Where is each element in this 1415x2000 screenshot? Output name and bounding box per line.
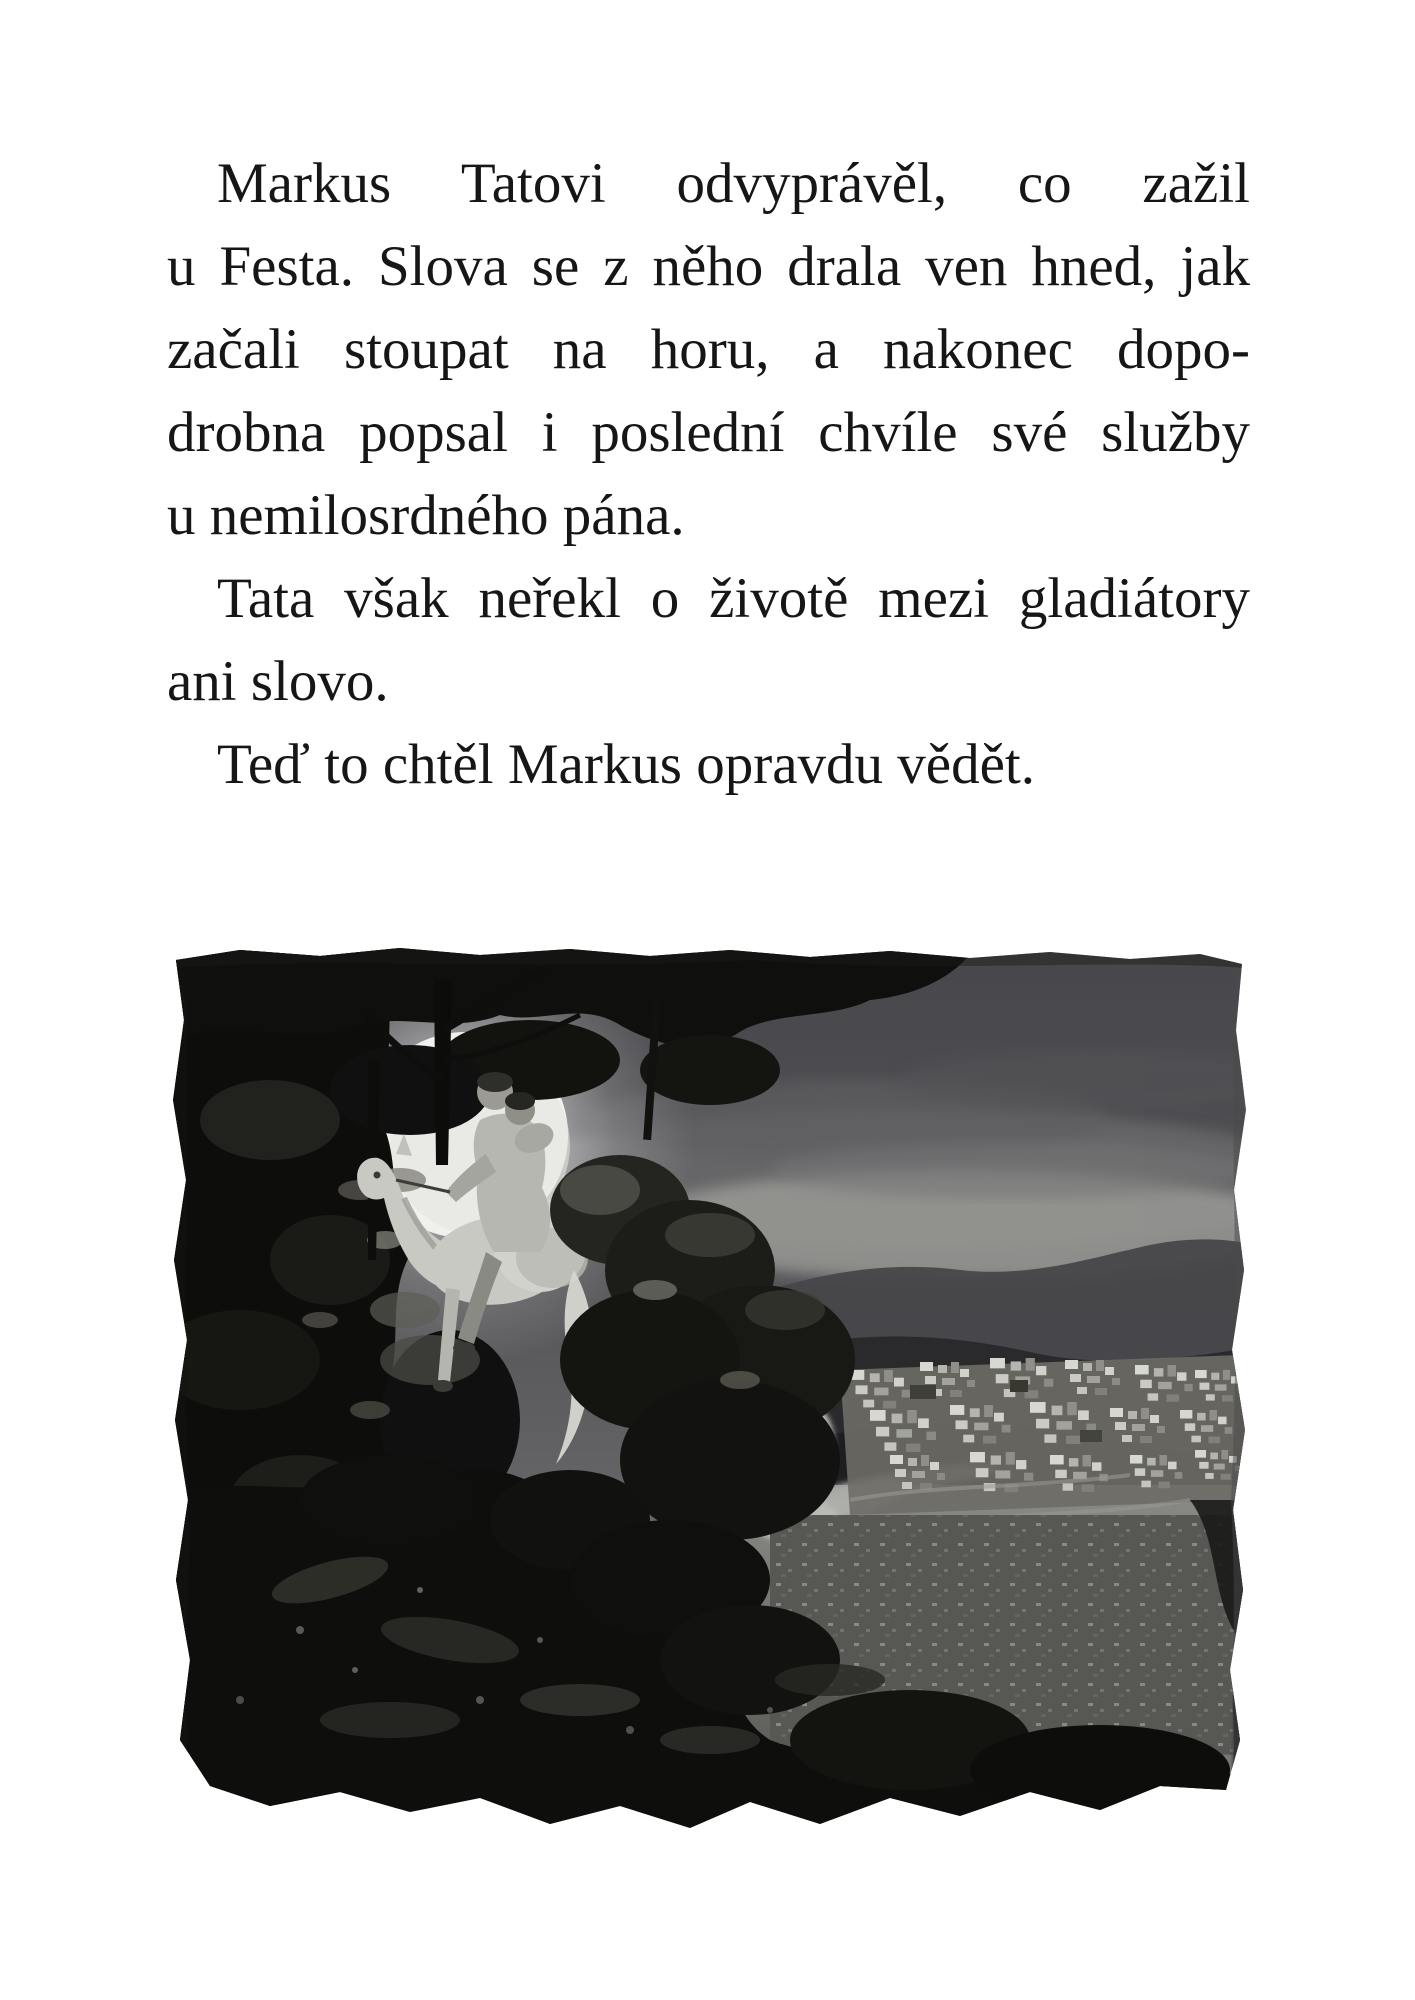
rider-child-hair <box>505 1092 535 1110</box>
page-text <box>167 142 1250 806</box>
rider-adult-hair <box>477 1072 513 1092</box>
text-line: začali stoupat na horu, a nakonec dopo- <box>167 318 1250 381</box>
text-line: u Festa. Slova se z něho drala ven hned, jak <box>167 235 1250 298</box>
text-line: Markus Tatovi odvyprávěl, co zažil <box>217 152 1250 215</box>
cloud <box>770 1142 1250 1198</box>
text-line: Teď to chtěl Markus opravdu vědět. <box>217 733 1035 796</box>
text-line: Tata však neřekl o životě mezi gladiátory <box>217 567 1250 630</box>
night-landscape-illustration <box>150 940 1265 1840</box>
text-line: ani slovo. <box>167 650 389 713</box>
text-line: u nemilosrdného pána. <box>167 484 685 547</box>
illustration <box>150 940 1265 1840</box>
text-line: drobna popsal i poslední chvíle své služby <box>167 401 1250 464</box>
horse-eye <box>374 1172 381 1179</box>
